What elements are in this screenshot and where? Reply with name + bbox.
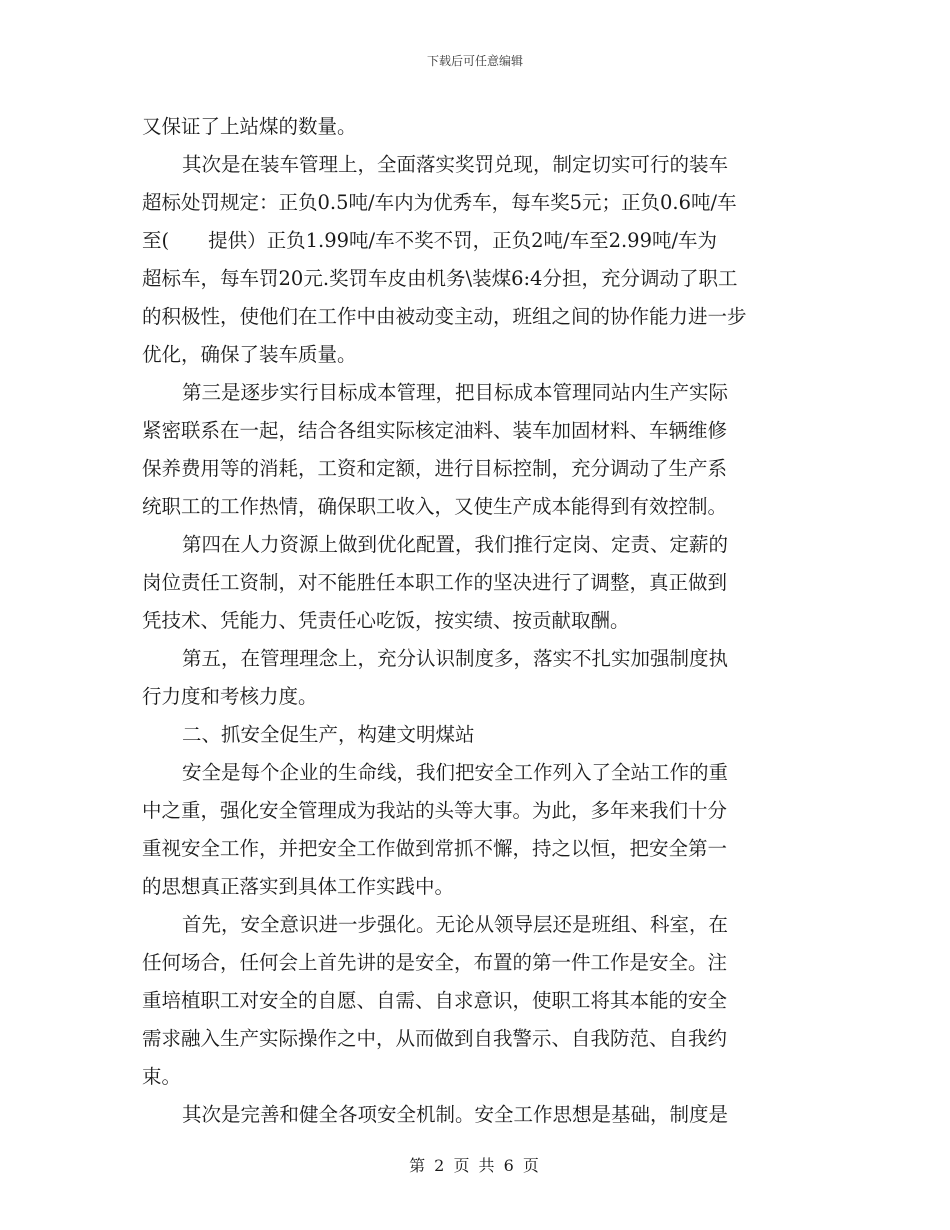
text-line: 超标处罚规定：正负0.5吨/车内为优秀车，每车奖5元；正负0.6吨/车 (142, 191, 737, 214)
page-footer: 第 2 页 共 6 页 (409, 1156, 541, 1175)
text-line: 岗位责任工资制，对不能胜任本职工作的坚决进行了调整，真正做到 (142, 571, 728, 594)
text-line: 中之重，强化安全管理成为我站的头等大事。为此，多年来我们十分 (142, 799, 728, 822)
paragraph-first-line: 第三是逐步实行目标成本管理，把目标成本管理同站内生产实际 (182, 381, 729, 404)
section-heading: 二、抓安全促生产，构建文明煤站 (182, 723, 475, 746)
text-line: 至( 提供）正负1.99吨/车不奖不罚，正负2吨/车至2.99吨/车为 (142, 229, 718, 252)
text-line: 凭技术、凭能力、凭责任心吃饭，按实绩、按贡献取酬。 (142, 609, 630, 632)
text-line: 超标车，每车罚20元.奖罚车皮由机务\装煤6:4分担，充分调动了职工 (142, 267, 738, 290)
text-line: 束。 (142, 1065, 182, 1088)
text-line: 又保证了上站煤的数量。 (142, 115, 357, 138)
text-line: 的思想真正落实到具体工作实践中。 (142, 875, 455, 898)
text-line: 任何场合，任何会上首先讲的是安全，布置的第一件工作是安全。注 (142, 951, 728, 974)
text-line: 紧密联系在一起，结合各组实际核定油料、装车加固材料、车辆维修 (142, 419, 728, 442)
text-line: 需求融入生产实际操作之中，从而做到自我警示、自我防范、自我约 (142, 1027, 728, 1050)
paragraph-first-line: 其次是在装车管理上，全面落实奖罚兑现，制定切实可行的装车 (182, 153, 729, 176)
text-line: 的积极性，使他们在工作中由被动变主动，班组之间的协作能力进一步 (142, 305, 747, 328)
paragraph-first-line: 安全是每个企业的生命线，我们把安全工作列入了全站工作的重 (182, 761, 729, 784)
text-line: 重培植职工对安全的自愿、自需、自求意识，使职工将其本能的安全 (142, 989, 728, 1012)
text-line: 行力度和考核力度。 (142, 685, 318, 708)
page-header: 下载后可任意编辑 (426, 54, 523, 68)
paragraph-first-line: 第五，在管理理念上，充分认识制度多，落实不扎实加强制度执 (182, 647, 729, 670)
text-line: 保养费用等的消耗，工资和定额，进行目标控制，充分调动了生产系 (142, 457, 728, 480)
text-line: 统职工的工作热情，确保职工收入，又使生产成本能得到有效控制。 (142, 495, 728, 518)
document-body (142, 108, 798, 1134)
paragraph-first-line: 首先，安全意识进一步强化。无论从领导层还是班组、科室，在 (182, 913, 729, 936)
paragraph-first-line: 其次是完善和健全各项安全机制。安全工作思想是基础，制度是 (182, 1103, 729, 1126)
paragraph-first-line: 第四在人力资源上做到优化配置，我们推行定岗、定责、定薪的 (182, 533, 729, 556)
text-line: 优化，确保了装车质量。 (142, 343, 357, 366)
text-line: 重视安全工作，并把安全工作做到常抓不懈，持之以恒，把安全第一 (142, 837, 728, 860)
